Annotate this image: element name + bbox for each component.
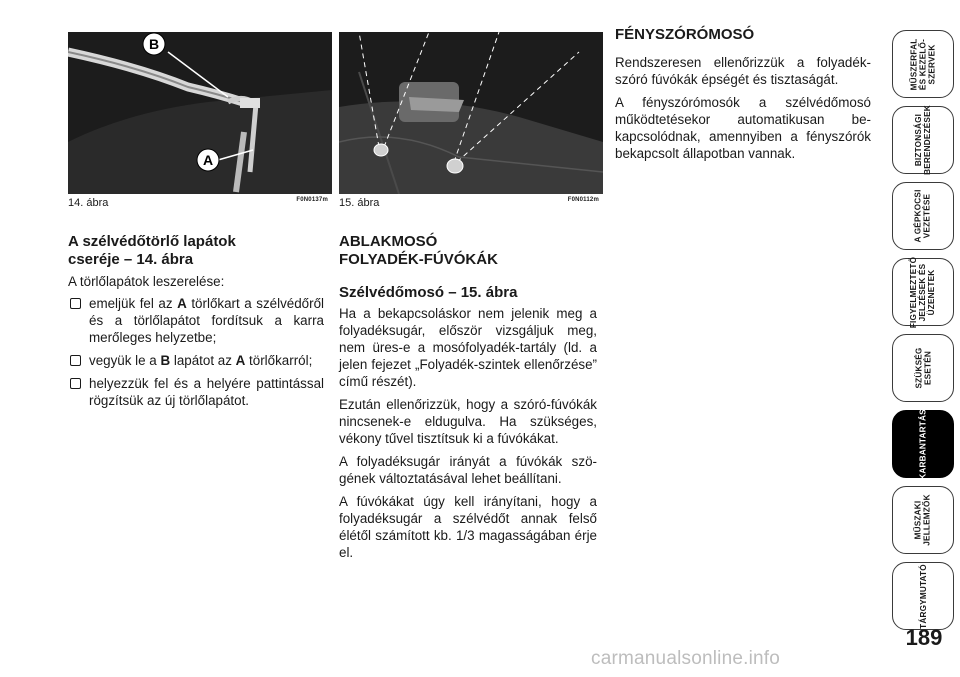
checkbox-bullet-icon [70,298,81,309]
wiper-removal-intro: A törlőlapátok leszerelése: [68,274,225,289]
section-wiper-blade-replacement [68,233,324,415]
tab-driving[interactable]: A GÉPKOCSI VEZETÉSE [892,182,954,250]
figure-14-code: F0N0137m [296,197,328,203]
tab-maintenance[interactable]: KARBANTARTÁS [892,410,954,478]
watermark: carmanualsonline.info [591,648,781,669]
paragraph: A fényszórómosók a szélvédőmosó működtetésekor automatikusan bekapcsolódnak, amennyiben a fényszórók bekapcsolt állapotban vannak. [615,95,871,161]
figure-14-label: 14. ábra [68,197,109,209]
figure-15-washer-jets [339,32,603,194]
tab-emergency[interactable]: SZÜKSÉG ESETÉN [892,334,954,402]
windscreen-washer-subheading: Szélvédőmosó – 15. ábra [339,284,518,301]
tab-safety-devices[interactable]: BIZTONSÁGI BERENDEZÉSEK [892,106,954,174]
checkbox-bullet-icon [70,355,81,366]
wiper-blade-heading: A szélvédőtörlő lapátok cseréje – 14. ábra [68,233,236,268]
list-item: vegyük le a B lapátot az A törlőkarról; [68,352,324,369]
wiper-steps-list [68,295,324,409]
page-number: 189 [905,625,943,650]
washer-jet-left [374,144,388,156]
paragraph: Rendszeresen ellenőrizzük a folyadékszóró fúvókák épségét és tisztaságát. [615,55,871,87]
figure-15-label: 15. ábra [339,197,380,209]
tab-technical-specs[interactable]: MŰSZAKI JELLEMZŐK [892,486,954,554]
paragraph: A folyadéksugár irányát a fúvókák szögének változtatásával lehet beállítani. [339,454,597,486]
wiper-blade-illustration [68,32,332,194]
washer-jet-right [447,159,463,173]
marker-a-label: A [202,152,214,168]
marker-b-label: B [148,36,160,52]
tab-index[interactable]: TÁRGYMUTATÓ [892,562,954,630]
list-item: emeljük fel az A törlőkart a szélvédőről és a törlőlapátot fordítsuk a karra merőleges helyzetbe; [68,295,324,346]
tab-warnings-messages[interactable]: FIGYELMEZTETŐ JELZÉSEK ÉS ÜZENETEK [892,258,954,326]
list-item: helyezzük fel és a helyére pattintással rögzítsük az új törlőlapátot. [68,375,324,409]
headlight-washer-heading: FÉNYSZÓRÓMOSÓ [615,26,755,43]
checkbox-bullet-icon [70,378,81,389]
section-headlight-washer [615,26,871,168]
figure-15-code: F0N0112m [567,197,599,203]
section-washer-jets [339,233,597,567]
paragraph: Ha a bekapcsoláskor nem jelenik meg a folyadéksugár, először vizsgáljuk meg, nem üres-e a mosófolyadék-tartály (ld. a jelen fejezet „Folyadék-szintek ellenőrzése” című részét). [339,306,597,389]
paragraph: A fúvókákat úgy kell irányítani, hogy a folyadéksugár a szélvédőt annak felső élétől számított kb. 1/3 magasságában érje el. [339,494,597,560]
figure-14-wiper-blade [68,32,332,194]
tab-dashboard-controls[interactable]: MŰSZERFAL ÉS KEZELŐ- SZERVEK [892,30,954,98]
washer-jets-illustration [339,32,603,194]
washer-jets-heading: ABLAKMOSÓ FOLYADÉK-FÚVÓKÁK [339,233,498,268]
paragraph: Ezután ellenőrizzük, hogy a szóró-fúvókák nincsenek-e eldugulva. Ha szükséges, vékony tűvel tisztítsuk ki a fúvókákat. [339,397,597,446]
